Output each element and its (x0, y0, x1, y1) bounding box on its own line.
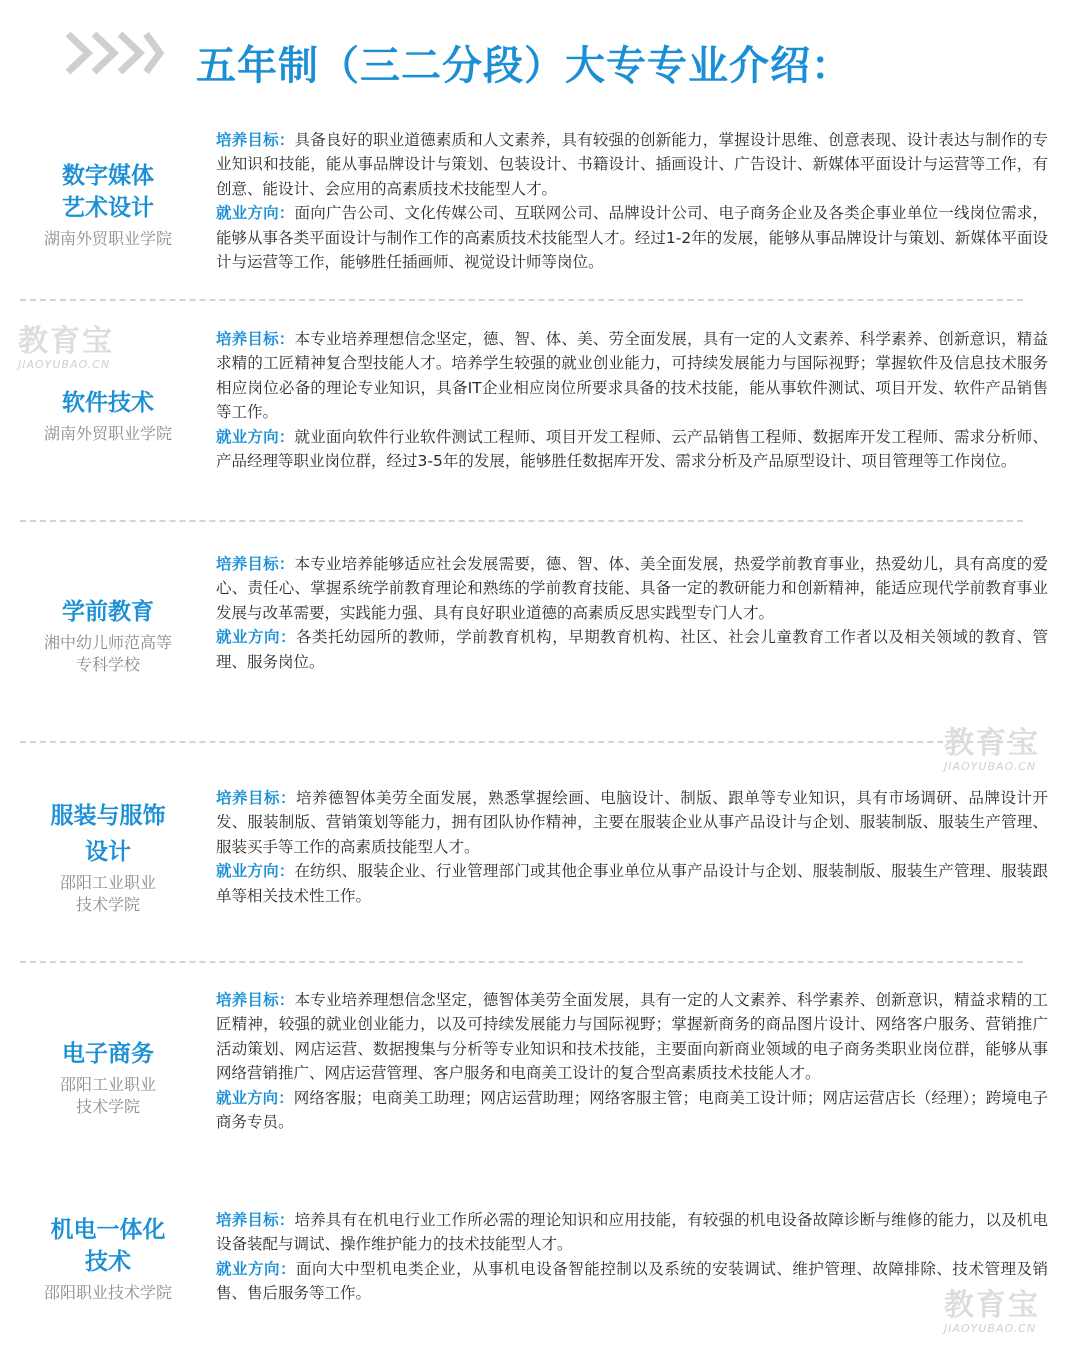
major-name: 电子商务 (62, 1041, 154, 1067)
section-left-column (22, 1038, 194, 1118)
divider (20, 961, 1023, 963)
career-direction: 就业方向：面向大中型机电类企业，从事机电设备智能控制以及系统的安装调试、维护管理、故障排除、技术管理及销售、售后服务等工作。 (216, 1259, 1048, 1303)
major-name: 学前教育 (62, 599, 154, 625)
divider (20, 520, 1023, 522)
career-direction: 就业方向：就业面向软件行业软件测试工程师、项目开发工程师、云产品销售工程师、数据库开发工程师、需求分析师、产品经理等职业岗位群，经过3-5年的发展，能够胜任数据库开发、需求分析及产品原型设计、项目管理等工作岗位。 (216, 427, 1048, 471)
career-direction-label: 就业方向： (216, 1259, 297, 1278)
school-name: 湖南外贸职业学院 (43, 229, 172, 248)
section-description (216, 1208, 1048, 1306)
training-goal: 培养目标：本专业培养能够适应社会发展需要，德、智、体、美全面发展，热爱学前教育事业，热爱幼儿，具有高度的爱心、责任心、掌握系统学前教育理论和熟练的学前教育技能、具备一定的教研能力和创新精神，能适应现代学前教育事业发展与改革需要，实践能力强、具有良好职业道德的高素质反思实践型专门人才。 (216, 555, 1048, 622)
section-description (216, 988, 1048, 1134)
divider (20, 741, 1023, 743)
page-title: 五年制（三二分段）大专专业介绍： (196, 43, 852, 89)
training-goal: 培养目标：本专业培养理想信念坚定，德智体美劳全面发展，具有一定的人文素养、科学素养、创新意识，精益求精的工匠精神，较强的就业创业能力，以及可持续发展能力与国际视野；掌握新商务的商品图片设计、网络客户服务、营销推广活动策划、网店运营、数据搜集与分析等专业知识和技术技能，主要面向新商业领域的电子商务类职业岗位群，能够从事网络营销推广、网店运营管理、客户服务和电商美工设计的复合型高素质技术技能人才。 (216, 991, 1048, 1083)
section-left-column (22, 160, 194, 250)
career-direction: 就业方向：网络客服；电商美工助理；网店运营助理；网络客服主管；电商美工设计师；网店运营店长（经理）；跨境电子商务专员。 (216, 1088, 1048, 1132)
major-name: 软件技术 (62, 390, 154, 416)
section-description (216, 786, 1048, 908)
training-goal-label: 培养目标： (216, 789, 297, 807)
training-goal-label: 培养目标： (216, 131, 295, 149)
school-name: 邵阳工业职业 技术学院 (59, 873, 156, 914)
training-goal: 培养目标：培养德智体美劳全面发展，熟悉掌握绘画、电脑设计、制版、跟单等专业知识，具有市场调研、品牌设计开发、服装制版、营销策划等能力，拥有团队协作精神，主要在服装企业从事产品设计与企划、服装制版、服装生产管理、服装买手等工作的高素质技能型人才。 (216, 789, 1048, 856)
section-left-column (22, 800, 194, 916)
section-description (216, 327, 1048, 473)
section-description (216, 552, 1048, 674)
section-left-column (22, 1214, 194, 1304)
career-direction: 就业方向：各类托幼园所的教师，学前教育机构，早期教育机构、社区、社会儿童教育工作者以及相关领域的教育、管理、服务岗位。 (216, 628, 1048, 671)
career-direction-label: 就业方向： (216, 427, 295, 446)
training-goal: 培养目标：具备良好的职业道德素质和人文素养，具有较强的创新能力，掌握设计思维、创意表现、设计表达与制作的专业知识和技能，能从事品牌设计与策划、包装设计、书籍设计、插画设计、广告设计、新媒体平面设计与运营等工作，有创意、能设计、会应用的高素质技术技能型人才。 (216, 131, 1048, 198)
header (0, 0, 1080, 110)
major-name: 服装与服饰 设计 (50, 803, 166, 865)
career-direction-label: 就业方向： (216, 1088, 294, 1107)
school-name: 湖南外贸职业学院 (43, 424, 172, 443)
watermark-logo: 教育宝 JIAOYUBAO.CN (944, 726, 1040, 773)
major-name: 机电一体化 技术 (50, 1217, 166, 1275)
watermark-logo: 教育宝 JIAOYUBAO.CN (944, 1288, 1040, 1335)
training-goal: 培养目标：培养具有在机电行业工作所必需的理论知识和应用技能，有较强的机电设备故障诊断与维修的能力，以及机电设备装配与调试、操作维护能力的技术技能型人才。 (216, 1211, 1048, 1254)
career-direction-label: 就业方向： (216, 862, 295, 881)
training-goal-label: 培养目标： (216, 555, 295, 573)
training-goal-label: 培养目标： (216, 330, 295, 348)
school-name: 湘中幼儿师范高等 专科学校 (43, 633, 172, 674)
career-direction: 就业方向：在纺织、服装企业、行业管理部门或其他企事业单位从事产品设计与企划、服装制版、服装生产管理、服装跟单等相关技术性工作。 (216, 862, 1048, 905)
career-direction-label: 就业方向： (216, 204, 295, 223)
section-description (216, 128, 1048, 274)
training-goal: 培养目标：本专业培养理想信念坚定，德、智、体、美、劳全面发展，具有一定的人文素养、科学素养、创新意识，精益求精的工匠精神复合型技能人才。培养学生较强的就业创业能力，可持续发展能力与国际视野；掌握软件及信息技术服务相应岗位必备的理论专业知识，具备IT企业相应岗位所要求具备的技术技能，能从事软件测试、项目开发、软件产品销售等工作。 (216, 330, 1048, 422)
school-name: 邵阳职业技术学院 (43, 1283, 172, 1302)
career-direction-label: 就业方向： (216, 628, 297, 647)
career-direction: 就业方向：面向广告公司、文化传媒公司、互联网公司、品牌设计公司、电子商务企业及各类企事业单位一线岗位需求，能够从事各类平面设计与制作工作的高素质技术技能型人才。经过1-2年的发展，能够从事品牌设计与策划、新媒体平面设计与运营等工作，能够胜任插画师、视觉设计师等岗位。 (216, 204, 1048, 272)
training-goal-label: 培养目标： (216, 991, 295, 1009)
school-name: 邵阳工业职业 技术学院 (59, 1075, 156, 1116)
divider (20, 299, 1023, 301)
section-left-column (22, 387, 194, 445)
chevron-right-icon (62, 30, 166, 76)
major-name: 数字媒体 艺术设计 (62, 163, 154, 221)
training-goal-label: 培养目标： (216, 1211, 295, 1229)
section-left-column (22, 596, 194, 676)
watermark-logo: 教育宝 JIAOYUBAO.CN (18, 324, 114, 371)
